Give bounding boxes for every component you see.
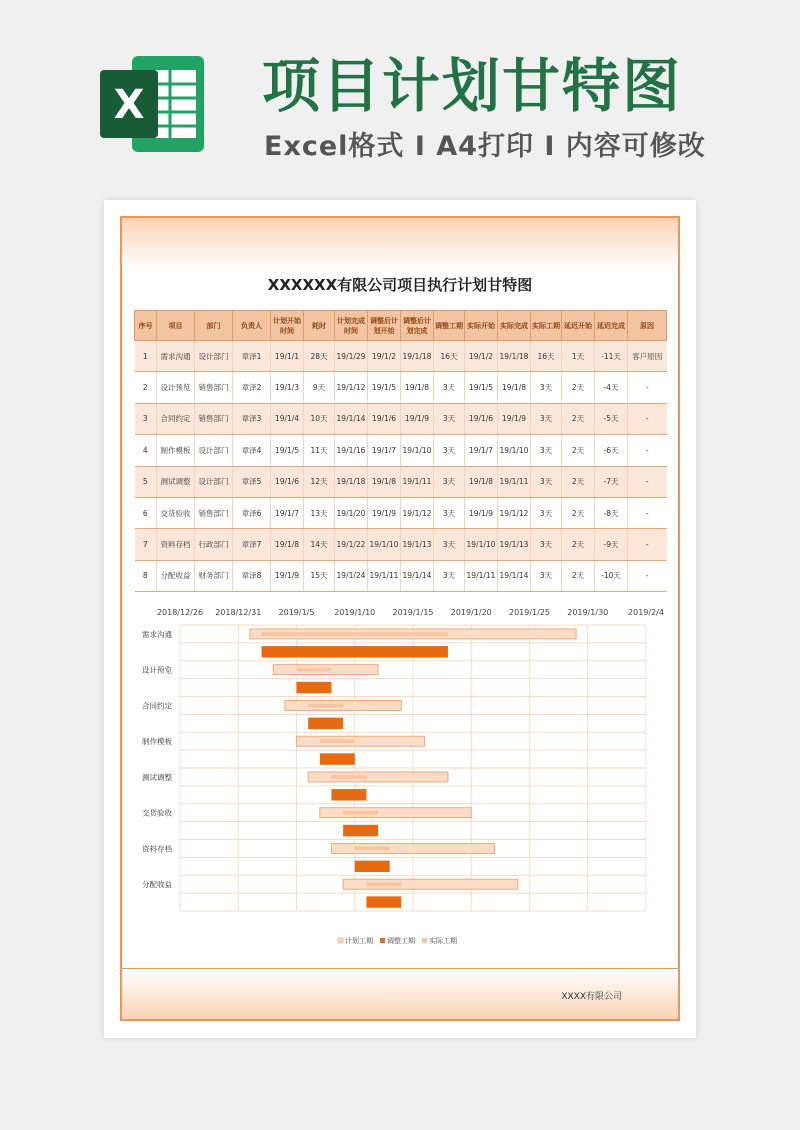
legend-swatch (380, 938, 385, 943)
table-cell: 1天 (562, 341, 595, 372)
page-subtitle: Excel格式 I A4打印 I 内容可修改 (264, 131, 706, 162)
table-header-cell: 调整工期 (434, 311, 465, 341)
legend-label: 实际工期 (429, 937, 457, 945)
table-header-cell: 耗时 (304, 311, 335, 341)
table-cell: 3天 (531, 435, 562, 466)
table-cell: 12天 (304, 466, 335, 497)
table-cell: - (628, 435, 667, 466)
table-cell: 设计部门 (195, 341, 233, 372)
table-cell: 19/1/5 (271, 435, 304, 466)
x-tick-label: 2018/12/26 (156, 608, 204, 617)
x-tick-label: 2019/1/30 (567, 608, 609, 617)
table-cell: 19/1/12 (401, 497, 434, 528)
table-cell: 11天 (304, 435, 335, 466)
table-cell: 5 (135, 466, 157, 497)
x-tick-label: 2019/2/4 (628, 608, 664, 617)
table-cell: 15天 (304, 560, 335, 591)
table-row (135, 403, 667, 434)
table-cell: 章泽1 (233, 341, 271, 372)
table-cell: 19/1/10 (401, 435, 434, 466)
category-label: 需求沟通 (142, 629, 172, 639)
table-cell: 资料存档 (157, 529, 195, 560)
table-cell: 设计预览 (157, 372, 195, 403)
promo-header (0, 0, 800, 200)
table-cell: 19/1/8 (368, 466, 401, 497)
table-cell: 19/1/18 (335, 466, 368, 497)
table-header-cell: 计划开始时间 (271, 311, 304, 341)
table-cell: 19/1/20 (335, 497, 368, 528)
table-cell: 测试调整 (157, 466, 195, 497)
table-cell: - (628, 497, 667, 528)
table-cell: - (628, 529, 667, 560)
category-label: 测试调整 (142, 772, 172, 782)
table-cell: -10天 (595, 560, 628, 591)
table-cell: 3 (135, 403, 157, 434)
table-cell: 19/1/5 (465, 372, 498, 403)
table-cell: 19/1/14 (401, 560, 434, 591)
table-cell: 19/1/29 (335, 341, 368, 372)
table-cell: 需求沟通 (157, 341, 195, 372)
table-row (135, 341, 667, 372)
table-cell: 销售部门 (195, 497, 233, 528)
table-cell: 19/1/10 (498, 435, 531, 466)
gantt-chart (122, 603, 678, 963)
table-cell: 交货验收 (157, 497, 195, 528)
table-cell: 3天 (434, 560, 465, 591)
table-cell: 3天 (434, 466, 465, 497)
table-cell: 19/1/6 (368, 403, 401, 434)
table-cell: -6天 (595, 435, 628, 466)
table-header-cell: 负责人 (233, 311, 271, 341)
table-cell: 3天 (531, 466, 562, 497)
excel-logo-icon (100, 52, 208, 156)
table-cell: 14天 (304, 529, 335, 560)
table-body (135, 341, 667, 592)
table-cell: 3天 (531, 560, 562, 591)
table-cell: 3天 (434, 529, 465, 560)
table-header-cell: 原因 (628, 311, 667, 341)
table-cell: -11天 (595, 341, 628, 372)
legend-swatch (338, 938, 343, 943)
legend-swatch (422, 938, 427, 943)
table-cell: 19/1/14 (335, 403, 368, 434)
page-title: 项目计划甘特图 (262, 52, 683, 120)
table-cell: 销售部门 (195, 403, 233, 434)
category-label: 合同约定 (142, 701, 172, 711)
table-cell: 3天 (531, 497, 562, 528)
table-cell: 8 (135, 560, 157, 591)
table-cell: 客户原因 (628, 341, 667, 372)
bar-planned (285, 700, 402, 710)
bar-adjusted (308, 718, 343, 729)
table-cell: -9天 (595, 529, 628, 560)
table-header-cell: 调整后计划开始 (368, 311, 401, 341)
bar-actual (297, 668, 332, 672)
table-row (135, 372, 667, 403)
table-cell: 16天 (434, 341, 465, 372)
table-cell: 19/1/10 (368, 529, 401, 560)
category-label: 资料存档 (142, 844, 172, 854)
table-cell: - (628, 403, 667, 434)
table-cell: 设计部门 (195, 466, 233, 497)
table-cell: 19/1/11 (368, 560, 401, 591)
bar-planned (320, 808, 471, 818)
table-cell: 2天 (562, 466, 595, 497)
table-cell: 28天 (304, 341, 335, 372)
table-cell: 章泽5 (233, 466, 271, 497)
table-cell: 合同约定 (157, 403, 195, 434)
document-frame (120, 216, 680, 1021)
bar-adjusted (355, 861, 390, 872)
table-cell: 19/1/6 (465, 403, 498, 434)
x-tick-label: 2019/1/5 (278, 608, 315, 617)
category-label: 制作模板 (142, 737, 172, 747)
table-header-cell: 实际开始 (465, 311, 498, 341)
table-cell: 2天 (562, 403, 595, 434)
table-cell: 19/1/7 (465, 435, 498, 466)
table-cell: 19/1/18 (401, 341, 434, 372)
table-cell: 10天 (304, 403, 335, 434)
bar-actual (331, 775, 366, 779)
bar-actual (320, 739, 355, 743)
table-cell: 19/1/8 (465, 466, 498, 497)
bar-actual (308, 704, 343, 708)
table-cell: 16天 (531, 341, 562, 372)
table-cell: 19/1/9 (498, 403, 531, 434)
table-cell: 19/1/13 (498, 529, 531, 560)
table-cell: 4 (135, 435, 157, 466)
table-cell: 19/1/11 (401, 466, 434, 497)
category-label: 交货验收 (142, 808, 172, 818)
table-row (135, 435, 667, 466)
table-cell: 2天 (562, 529, 595, 560)
table-cell: 9天 (304, 372, 335, 403)
table-cell: 3天 (531, 403, 562, 434)
table-cell: - (628, 560, 667, 591)
table-cell: 19/1/2 (465, 341, 498, 372)
table-cell: 3天 (434, 497, 465, 528)
document-page (104, 200, 696, 1038)
bar-actual (355, 847, 390, 851)
table-header-cell: 项目 (157, 311, 195, 341)
table-cell: 2天 (562, 497, 595, 528)
category-label: 设计预览 (142, 665, 172, 675)
table-cell: 19/1/4 (271, 403, 304, 434)
table-row (135, 497, 667, 528)
footer-company: XXXX有限公司 (561, 992, 622, 1002)
table-cell: 财务部门 (195, 560, 233, 591)
table-cell: 3天 (531, 372, 562, 403)
table-cell: 13天 (304, 497, 335, 528)
table-cell: 19/1/10 (465, 529, 498, 560)
table-header-cell: 延迟完成 (595, 311, 628, 341)
table-cell: 19/1/5 (368, 372, 401, 403)
table-cell: 19/1/9 (271, 560, 304, 591)
table-cell: - (628, 372, 667, 403)
table-cell: 19/1/9 (401, 403, 434, 434)
frame-top-band (122, 218, 678, 270)
table-cell: 19/1/13 (401, 529, 434, 560)
table-header-cell: 序号 (135, 311, 157, 341)
table-cell: 章泽7 (233, 529, 271, 560)
table-cell: 19/1/16 (335, 435, 368, 466)
table-header-cell: 实际完成 (498, 311, 531, 341)
legend-label: 调整工期 (387, 937, 415, 945)
table-cell: 章泽4 (233, 435, 271, 466)
table-cell: 19/1/12 (498, 497, 531, 528)
bar-planned (308, 772, 448, 782)
table-row (135, 529, 667, 560)
x-tick-label: 2018/12/31 (215, 608, 262, 617)
document-title: XXXXXX有限公司项目执行计划甘特图 (267, 276, 533, 294)
table-cell: -4天 (595, 372, 628, 403)
table-cell: -8天 (595, 497, 628, 528)
table-cell: -7天 (595, 466, 628, 497)
table-cell: 19/1/1 (271, 341, 304, 372)
x-tick-label: 2019/1/25 (508, 608, 551, 617)
logo-letter: X (113, 82, 145, 128)
bar-adjusted (366, 896, 401, 907)
table-cell: 19/1/7 (368, 435, 401, 466)
x-tick-label: 2019/1/15 (392, 608, 434, 617)
schedule-table (134, 310, 667, 592)
table-cell: 19/1/8 (401, 372, 434, 403)
table-cell: 2天 (562, 435, 595, 466)
bar-adjusted (343, 825, 378, 836)
bar-planned (297, 736, 425, 746)
table-cell: 设计部门 (195, 435, 233, 466)
table-cell: 19/1/7 (271, 497, 304, 528)
table-cell: 19/1/8 (271, 529, 304, 560)
table-cell: 19/1/24 (335, 560, 368, 591)
table-header-cell: 实际工期 (531, 311, 562, 341)
x-tick-label: 2019/1/10 (334, 608, 376, 617)
table-cell: 行政部门 (195, 529, 233, 560)
table-cell: 3天 (434, 435, 465, 466)
table-cell: 2天 (562, 372, 595, 403)
bar-adjusted (262, 646, 448, 657)
table-cell: 2天 (562, 560, 595, 591)
table-cell: 19/1/18 (498, 341, 531, 372)
table-cell: 1 (135, 341, 157, 372)
table-header-cell: 部门 (195, 311, 233, 341)
bar-adjusted (320, 753, 355, 764)
table-header-cell: 调整后计划完成 (401, 311, 434, 341)
bar-actual (262, 632, 448, 636)
table-cell: 3天 (531, 529, 562, 560)
bar-actual (366, 882, 401, 886)
table-cell: 7 (135, 529, 157, 560)
table-cell: 19/1/12 (335, 372, 368, 403)
table-cell: 2 (135, 372, 157, 403)
table-cell: 19/1/9 (368, 497, 401, 528)
table-cell: 分配收益 (157, 560, 195, 591)
table-cell: 3天 (434, 372, 465, 403)
bar-actual (343, 811, 378, 815)
table-cell: 19/1/6 (271, 466, 304, 497)
bar-adjusted (297, 682, 332, 693)
table-cell: 19/1/2 (368, 341, 401, 372)
table-cell: 19/1/3 (271, 372, 304, 403)
table-cell: 19/1/8 (498, 372, 531, 403)
table-cell: 制作模板 (157, 435, 195, 466)
table-row (135, 560, 667, 591)
table-cell: 19/1/11 (498, 466, 531, 497)
table-cell: 19/1/11 (465, 560, 498, 591)
table-cell: - (628, 466, 667, 497)
table-cell: 6 (135, 497, 157, 528)
table-cell: 章泽2 (233, 372, 271, 403)
table-row (135, 466, 667, 497)
table-cell: 销售部门 (195, 372, 233, 403)
table-cell: 19/1/22 (335, 529, 368, 560)
table-cell: 章泽3 (233, 403, 271, 434)
table-header-row (135, 311, 667, 341)
category-label: 分配收益 (142, 880, 172, 890)
table-cell: 19/1/14 (498, 560, 531, 591)
table-cell: -5天 (595, 403, 628, 434)
bar-adjusted (331, 789, 366, 800)
table-header-cell: 延迟开始 (562, 311, 595, 341)
x-tick-label: 2019/1/20 (450, 608, 492, 617)
frame-bottom-band (122, 968, 678, 1019)
legend-label: 计划工期 (345, 937, 373, 945)
gantt-svg (122, 603, 678, 963)
table-header-cell: 计划完成时间 (335, 311, 368, 341)
table-cell: 章泽6 (233, 497, 271, 528)
table-cell: 章泽8 (233, 560, 271, 591)
table-cell: 3天 (434, 403, 465, 434)
table-cell: 19/1/9 (465, 497, 498, 528)
